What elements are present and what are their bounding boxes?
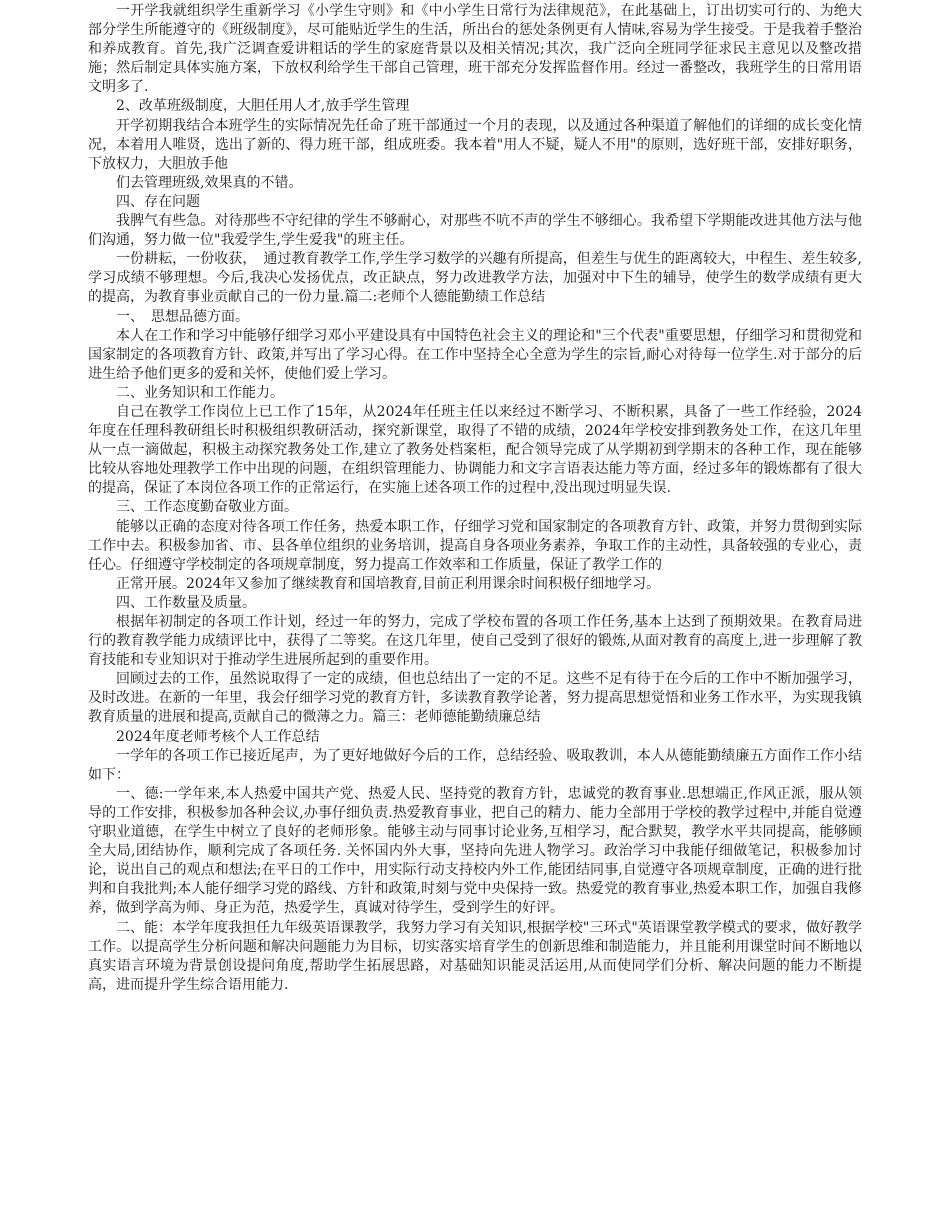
section-heading: 二、业务知识和工作能力。 bbox=[116, 384, 284, 401]
section-heading: 一、 思想品德方面。 bbox=[116, 308, 249, 325]
paragraph: 正常开展。2024年又参加了继续教育和国培教育,目前正利用课余时间积极仔细地学习。 bbox=[116, 575, 661, 592]
paragraph: 一开学我就组织学生重新学习《小学生守则》和《中小学生日常行为法律规范》，在此基础上，订出切实可行的、为绝大部分学生所能遵守的《班级制度》，尽可能贴近学生的生活，所出台的惩处条例更有人情味,容易为学生接受。于是我着手整治和养成教育。首先,我广泛调查爱讲粗话的学生的家庭背景以及相关情况;其次，我广泛向全班同学征求民主意见以及整改措施；然后制定具体实施方案，下放权利给学生干部自己管理，班干部充分发挥监督作用。经过一番整改，我班学生的日常用语文明多了. bbox=[88, 3, 862, 96]
paragraph: 根据年初制定的各项工作计划，经过一年的努力，完成了学校布置的各项工作任务,基本上达到了预期效果。在教育局进行的教育教学能力成绩评比中，获得了二等奖。在这几年里，使自己受到了很好的锻炼,从面对教育的高度上,进一步理解了教育技能和专业知识对于推动学生进展所起到的重要作用。 bbox=[88, 614, 862, 669]
section-heading: 四、工作数量及质量。 bbox=[116, 594, 256, 611]
paragraph: 一、德:一学年来,本人热爱中国共产党、热爱人民、坚持党的教育方针，忠诚党的教育事业.思想端正,作风正派，服从领导的工作安排，积极参加各种会议,办事仔细负责.热爱教育事业，把自己的精力、能力全部用于学校的教学过程中,并能自觉遵守职业道德，在学生中树立了良好的老师形象。能够主动与同事讨论业务,互相学习，配合默契，教学水平共同提高，能够顾全大局,团结协作，顺利完成了各项任务. 关怀国内外大事，坚持向先进人物学习。政治学习中我能仔细做笔记，积极参加讨论，说出自己的观点和想法;在平日的工作中，用实际行动支持校内外工作,能团结同事,自觉遵守各项规章制度，正确的进行批判和自我批判;本人能仔细学习党的路线、方针和政策,时刻与党中央保持一致。热爱党的教育事业,热爱本职工作，加强自我修养，做到学高为师、身正为范，热爱学生，真诚对待学生，受到学生的好评。 bbox=[88, 785, 862, 917]
paragraph: 能够以正确的态度对待各项工作任务，热爱本职工作，仔细学习党和国家制定的各项教育方针、政策，并努力贯彻到实际工作中去。积极参加省、市、县各单位组织的业务培训，提高自身各项业务素养，争取工作的主动性，具备较强的专业心，责任心。仔细遵守学校制定的各项规章制度，努力提高工作效率和工作质量，保证了教学工作的 bbox=[88, 518, 862, 573]
paragraph: 我脾气有些急。对待那些不守纪律的学生不够耐心，对那些不吭不声的学生不够细心。我希望下学期能改进其他方法与他们沟通，努力做一位"我爱学生,学生爱我"的班主任。 bbox=[88, 213, 862, 249]
paragraph: 本人在工作和学习中能够仔细学习邓小平建设具有中国特色社会主义的理论和"三个代表"重要思想，仔细学习和贯彻党和国家制定的各项教育方针、政策,并写出了学习心得。在工作中坚持全心全意为学生的宗旨,耐心对待每一位学生.对于部分的后进生给予他们更多的爱和关怀，使他们爱上学习。 bbox=[88, 327, 862, 382]
paragraph: 开学初期我结合本班学生的实际情况先任命了班干部通过一个月的表现，以及通过各种渠道了解他们的详细的成长变化情况，本着用人唯贤，选出了新的、得力班干部，组成班委。我本着"用人不疑，疑人不用"的原则，选好班干部，安排好职务，下放权力，大胆放手他 bbox=[88, 117, 862, 172]
paragraph: 二、能：本学年度我担任九年级英语课教学，我努力学习有关知识,根据学校"三环式"英语课堂教学模式的要求，做好教学工作。以提高学生分析问题和解决问题能力为目标，切实落实培育学生的创新思维和制造能力，并且能利用课堂时间不断地以真实语言环境为背景创设提问角度,帮助学生拓展思路，对基础知识能灵活运用,从而使同学们分析、解决问题的能力不断提高，进而提升学生综合语用能力. bbox=[88, 919, 862, 993]
paragraph: 们去管理班级,效果真的不错。 bbox=[116, 174, 303, 191]
section-heading: 三、工作态度勤奋敬业方面。 bbox=[116, 499, 298, 516]
document-title: 2024年度老师考核个人工作总结 bbox=[116, 728, 320, 745]
heading: 2、改革班级制度，大胆任用人才,放手学生管理 bbox=[116, 98, 410, 115]
paragraph: 一份耕耘，一份收获， 通过教育教学工作,学生学习数学的兴趣有所提高，但差生与优生的距离较大，中程生、差生较多,学习成绩不够理想。今后,我决心发扬优点，改正缺点，努力改进教学方法，加强对中下生的辅导，使学生的数学成绩有更大的提高，为教育事业贡献自己的一份力量.篇二:老师个人德能勤绩工作总结 bbox=[88, 251, 862, 306]
paragraph: 一学年的各项工作已接近尾声，为了更好地做好今后的工作，总结经验、吸取教训，本人从德能勤绩廉五方面作工作小结如下： bbox=[88, 747, 862, 783]
section-heading: 四、存在问题 bbox=[116, 193, 200, 210]
paragraph: 自己在教学工作岗位上已工作了15年，从2024年任班主任以来经过不断学习、不断积累，具备了一些工作经验，2024年度在任理科教研组长时积极组织教研活动，探究新课堂，取得了不错的成绩，2024年学校安排到教务处工作，在这几年里从一点一滴做起，积极主动探究教务处工作,建立了教务处档案柜，配合领导完成了从学期初到学期末的各种工作，现在能够比较从容地处理教学工作中出现的问题，在组织管理能力、协调能力和文字言语表达能力等方面，经过多年的锻炼都有了很大的提高，保证了本岗位各项工作的正常运行，在实施上述各项工作的过程中,没出现过明显失误. bbox=[88, 403, 862, 497]
paragraph: 回顾过去的工作，虽然说取得了一定的成绩，但也总结出了一定的不足。这些不足有待于在今后的工作中不断加强学习，及时改进。在新的一年里，我会仔细学习党的教育方针，多读教育教学论著，努力提高思想觉悟和业务工作水平，为实现我镇教育质量的进展和提高,贡献自己的微薄之力。篇三：老师德能勤绩廉总结 bbox=[88, 671, 862, 726]
